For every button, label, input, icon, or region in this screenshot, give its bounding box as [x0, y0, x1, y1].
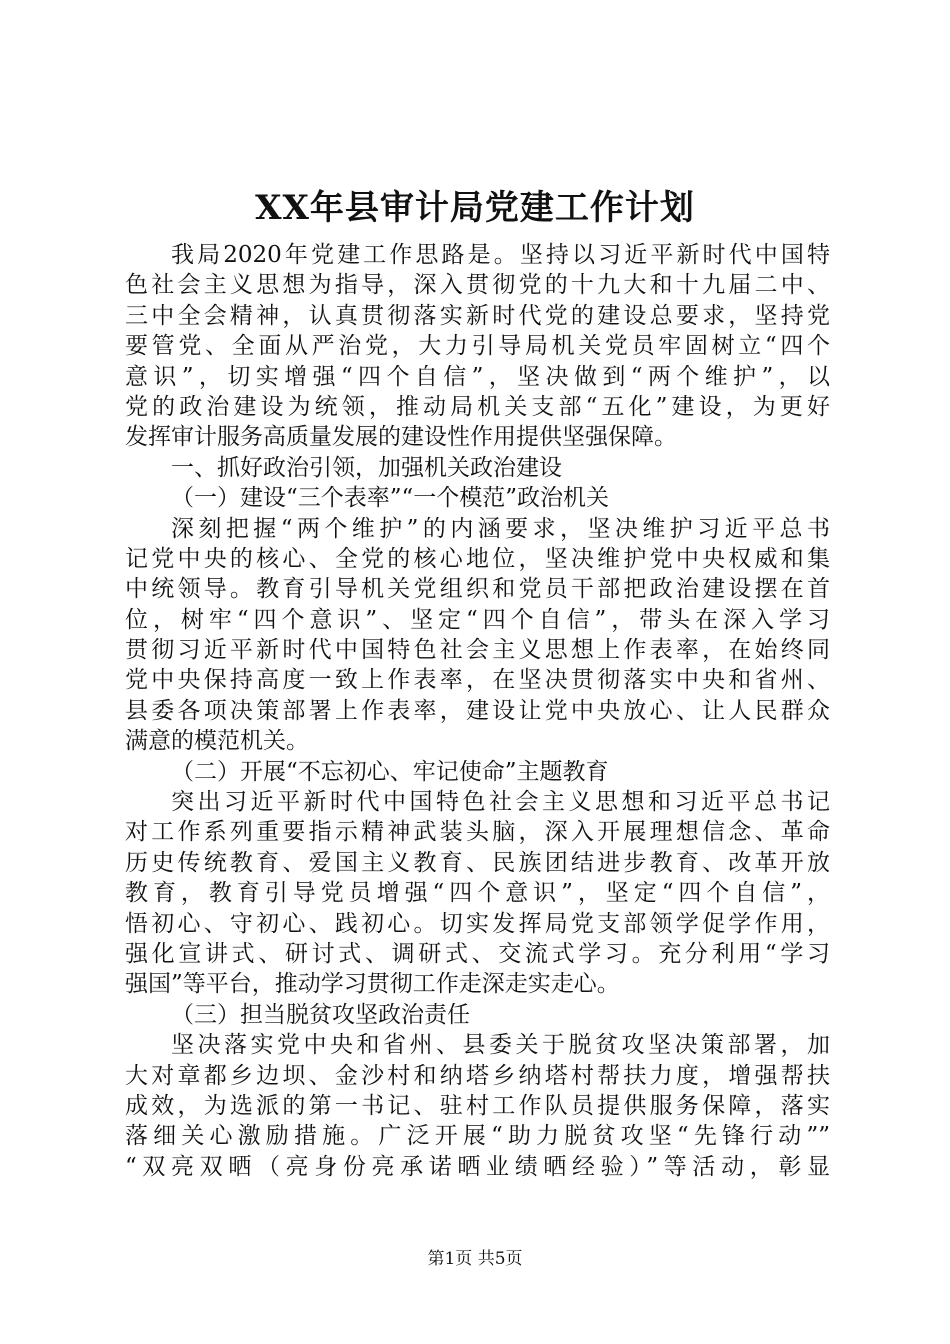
- text-line: 党的政治建设为统领，推动局机关支部“五化”建设，为更好: [125, 393, 830, 420]
- page-footer: 第1页 共5页: [427, 1249, 523, 1269]
- section-heading: [125, 1000, 830, 1030]
- text-line: 大对章都乡边坝、金沙村和纳塔乡纳塔村帮扶力度，增强帮扶: [125, 1062, 830, 1089]
- document-body: [125, 240, 830, 1182]
- text-line: 党中央保持高度一致上作表率，在坚决贯彻落实中央和省州、: [125, 667, 830, 694]
- text-line: 记党中央的核心、全党的核心地位，坚决维护党中央权威和集: [125, 545, 830, 572]
- text-line: 突出习近平新时代中国特色社会主义思想和习近平总书记: [171, 789, 830, 816]
- text-line: 对工作系列重要指示精神武装头脑，深入开展理想信念、革命: [125, 819, 830, 846]
- text-line: 悟初心、守初心、践初心。切实发挥局党支部领学促学作用，: [125, 910, 830, 937]
- text-line: 我局2020年党建工作思路是。坚持以习近平新时代中国特: [171, 242, 830, 268]
- section-heading: [125, 453, 830, 483]
- text-line: （一）建设“三个表率”“一个模范”政治机关: [171, 485, 610, 512]
- text-line: 贯彻习近平新时代中国特色社会主义思想上作表率，在始终同: [125, 637, 830, 664]
- text-line: “双亮双晒（亮身份亮承诺晒业绩晒经验）”等活动，彰显: [125, 1153, 830, 1180]
- text-line: 意识”，切实增强“四个自信”，坚决做到“两个维护”，以: [125, 363, 830, 390]
- text-line: 要管党、全面从严治党，大力引导局机关党员牢固树立“四个: [125, 333, 830, 360]
- body-paragraph: [125, 240, 830, 453]
- section-heading: [125, 483, 830, 513]
- text-line: 强国”等平台，推动学习贯彻工作走深走实走心。: [125, 971, 620, 998]
- text-line: 深刻把握“两个维护”的内涵要求，坚决维护习近平总书: [171, 515, 830, 542]
- text-line: 发挥审计服务高质量发展的建设性作用提供坚强保障。: [125, 424, 677, 451]
- body-paragraph: [125, 1030, 830, 1182]
- text-line: 强化宣讲式、研讨式、调研式、交流式学习。充分利用“学习: [125, 940, 830, 967]
- section-heading: [125, 757, 830, 787]
- text-line: 三中全会精神，认真贯彻落实新时代党的建设总要求，坚持党: [125, 302, 830, 329]
- text-line: 中统领导。教育引导机关党组织和党员干部把政治建设摆在首: [125, 576, 830, 603]
- text-line: 历史传统教育、爱国主义教育、民族团结进步教育、改革开放: [125, 849, 830, 876]
- text-line: 成效，为选派的第一书记、驻村工作队员提供服务保障，落实: [125, 1092, 830, 1119]
- body-paragraph: [125, 514, 830, 757]
- text-line: 一、抓好政治引领，加强机关政治建设: [171, 454, 562, 481]
- text-line: 县委各项决策部署上作表率，建设让党中央放心、让人民群众: [125, 697, 830, 724]
- text-line: 位，树牢“四个意识”、坚定“四个自信”，带头在深入学习: [125, 606, 830, 633]
- text-line: 坚决落实党中央和省州、县委关于脱贫攻坚决策部署，加: [171, 1032, 830, 1059]
- text-line: 色社会主义思想为指导，深入贯彻党的十九大和十九届二中、: [125, 272, 830, 299]
- text-line: （三）担当脱贫攻坚政治责任: [171, 1001, 470, 1028]
- text-line: 教育，教育引导党员增强“四个意识”，坚定“四个自信”，: [125, 880, 830, 907]
- document-title: XX年县审计局党建工作计划: [255, 188, 695, 228]
- body-paragraph: [125, 787, 830, 1000]
- text-line: 落细关心激励措施。广泛开展“助力脱贫攻坚“先锋行动””: [125, 1123, 830, 1150]
- text-line: （二）开展“不忘初心、牢记使命”主题教育: [171, 758, 609, 785]
- text-line: 满意的模范机关。: [125, 728, 309, 755]
